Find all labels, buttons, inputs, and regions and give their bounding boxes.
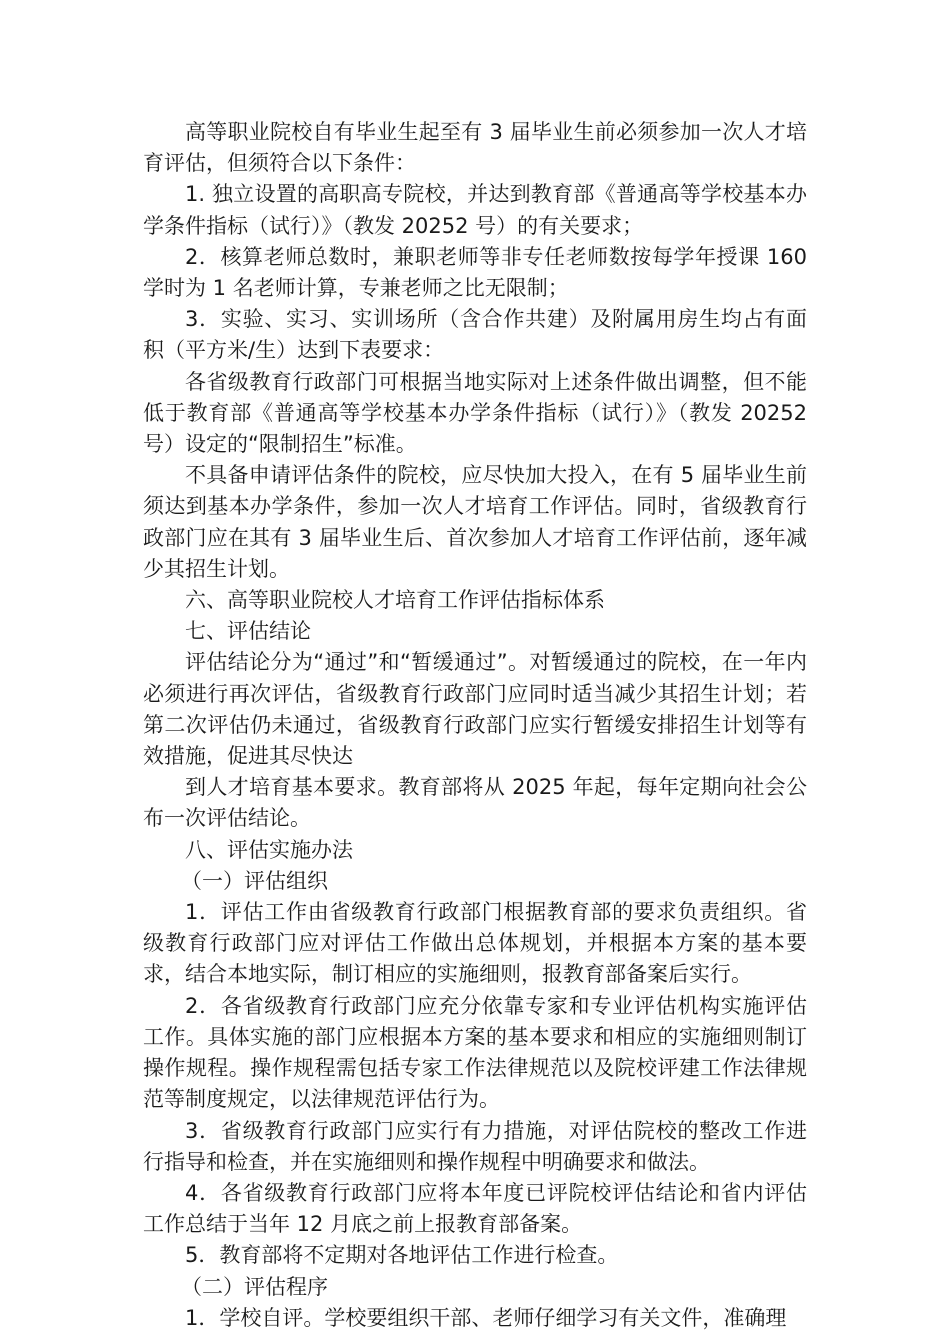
condition-1-paragraph: 1. 独立设置的高职高专院校，并达到教育部《普通高等学校基本办学条件指标（试行）》（教发 20252 号）的有关要求； [143, 182, 807, 238]
organization-item-5: 5．教育部将不定期对各地评估工作进行检查。 [185, 1243, 619, 1268]
condition-3-paragraph: 3．实验、实习、实训场所（含合作共建）及附属用房生均占有面积（平方米/生）达到下表要求： [143, 307, 807, 363]
organization-item-2: 2．各省级教育行政部门应充分依靠专家和专业评估机构实施评估工作。具体实施的部门应根据本方案的基本要求和相应的实施细则制订操作规程。操作规程需包括专家工作法律规范以及院校评建工作法律规范等制度规定，以法律规范评估行为。 [143, 993, 807, 1112]
intro-paragraph: 高等职业院校自有毕业生起至有 3 届毕业生前必须参加一次人才培育评估，但须符合以下条件： [143, 120, 807, 176]
condition-2-paragraph: 2．核算老师总数时，兼职老师等非专任老师数按每学年授课 160 学时为 1 名老师计算，专兼老师之比无限制； [143, 244, 807, 301]
organization-item-3: 3．省级教育行政部门应实行有力措施，对评估院校的整改工作进行指导和检查，并在实施细则和操作规程中明确要求和做法。 [143, 1118, 807, 1174]
organization-item-4: 4．各省级教育行政部门应将本年度已评院校评估结论和省内评估工作总结于当年 12 月底之前上报教育部备案。 [143, 1180, 807, 1237]
adjustment-paragraph: 各省级教育行政部门可根据当地实际对上述条件做出调整，但不能低于教育部《普通高等学校基本办学条件指标（试行）》（教发 20252 号）设定的“限制招生”标准。 [143, 369, 807, 457]
conclusion-continued-paragraph: 到人才培育基本要求。教育部将从 2025 年起，每年定期向社会公布一次评估结论。 [143, 775, 807, 831]
subsection-1-heading: （一）评估组织 [181, 868, 328, 893]
non-eligible-paragraph: 不具备申请评估条件的院校，应尽快加大投入，在有 5 届毕业生前须达到基本办学条件，参加一次人才培育工作评估。同时，省级教育行政部门应在其有 3 届毕业生后、首次参加人才培育工作评估前，逐年减少其招生计划。 [143, 463, 807, 581]
conclusion-paragraph: 评估结论分为“通过”和“暂缓通过”。对暂缓通过的院校，在一年内必须进行再次评估，省级教育行政部门应同时适当减少其招生计划；若第二次评估仍未通过，省级教育行政部门应实行暂缓安排招生计划等有效措施，促进其尽快达 [143, 650, 807, 769]
document-page [143, 117, 807, 1334]
section-8-heading: 八、评估实施办法 [185, 837, 353, 862]
section-7-heading: 七、评估结论 [185, 619, 311, 644]
subsection-2-heading: （二）评估程序 [181, 1274, 328, 1299]
procedure-item-1: 1．学校自评。学校要组织干部、老师仔细学习有关文件，准确理 [185, 1305, 787, 1330]
section-6-heading: 六、高等职业院校人才培育工作评估指标体系 [185, 588, 605, 613]
organization-item-1: 1．评估工作由省级教育行政部门根据教育部的要求负责组织。省级教育行政部门应对评估工作做出总体规划，并根据本方案的基本要求，结合本地实际，制订相应的实施细则，报教育部备案后实行。 [143, 900, 807, 987]
